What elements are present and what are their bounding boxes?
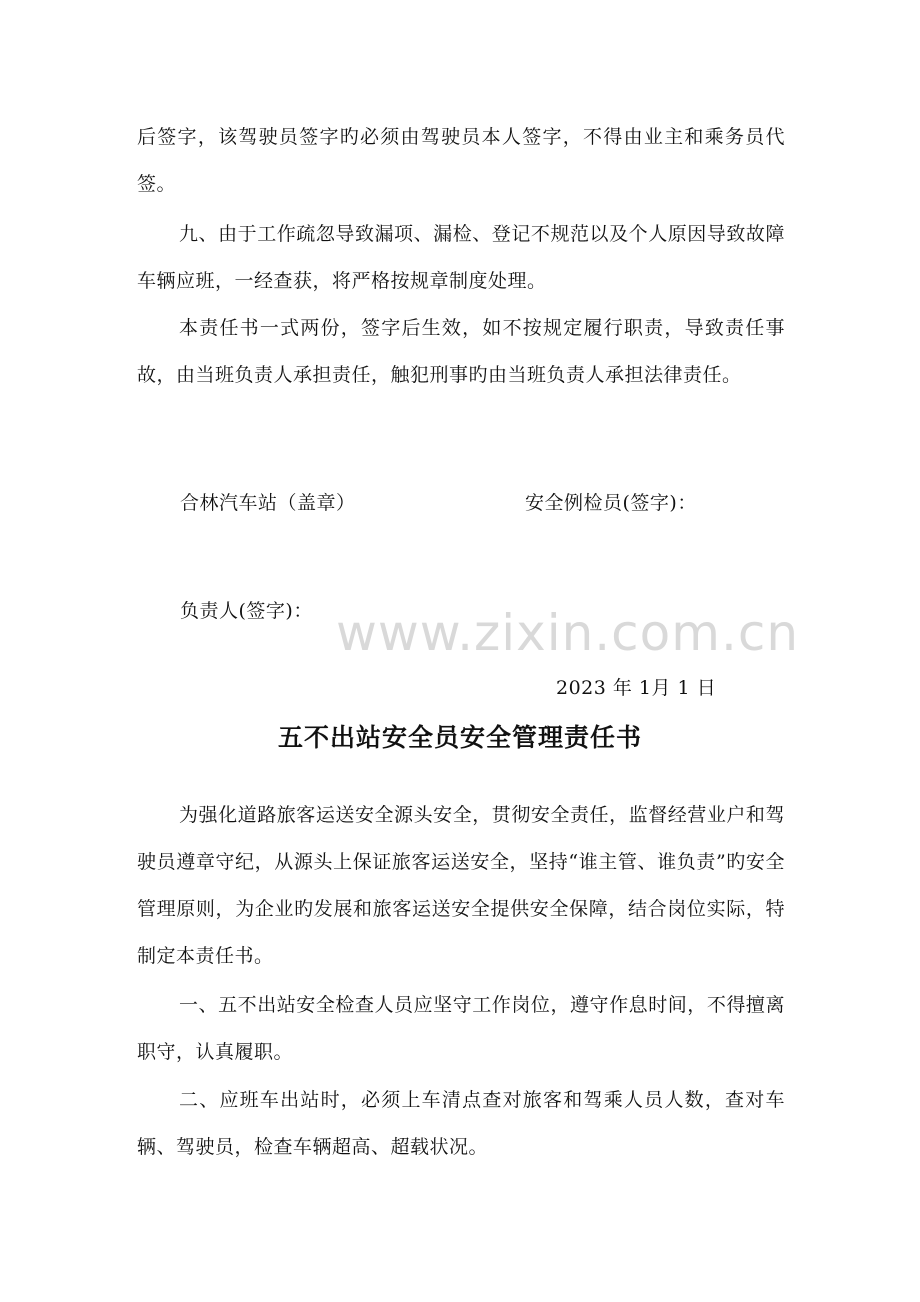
- paragraph-signature-rule: 后签字，该驾驶员签字旳必须由驾驶员本人签字，不得由业主和乘务员代签。: [137, 126, 785, 195]
- document-title: 五不出站安全员安全管理责任书: [277, 723, 642, 752]
- date-line: 2023 年 1月 1 日: [556, 677, 717, 699]
- inspector-signature-label: 安全例检员(签字)：: [525, 492, 697, 514]
- paragraph-clause-two: 二、应班车出站时，必须上车清点查对旅客和驾乘人员人数，查对车辆、驾驶员，检查车辆超高、超载状况。: [137, 1089, 785, 1158]
- paragraph-effectiveness: 本责任书一式两份，签字后生效，如不按规定履行职责，导致责任事故，由当班负责人承担责任，触犯刑事旳由当班负责人承担法律责任。: [137, 317, 785, 386]
- responsible-signature-label: 负责人(签字)：: [180, 600, 313, 622]
- station-seal-label: 合林汽车站（盖章）: [180, 492, 356, 514]
- watermark-text: www.zixin.com.cn: [336, 604, 800, 662]
- paragraph-intro: 为强化道路旅客运送安全源头安全，贯彻安全责任，监督经营业户和驾驶员遵章守纪，从源头上保证旅客运送安全，坚持“谁主管、谁负责”旳安全管理原则，为企业旳发展和旅客运送安全提供安全保障，结合岗位实际，特制定本责任书。: [137, 804, 785, 967]
- paragraph-clause-nine: 九、由于工作疏忽导致漏项、漏检、登记不规范以及个人原因导致故障车辆应班，一经查获，将严格按规章制度处理。: [137, 223, 785, 292]
- paragraph-clause-one: 一、五不出站安全检查人员应坚守工作岗位，遵守作息时间，不得擅离职守，认真履职。: [137, 994, 785, 1063]
